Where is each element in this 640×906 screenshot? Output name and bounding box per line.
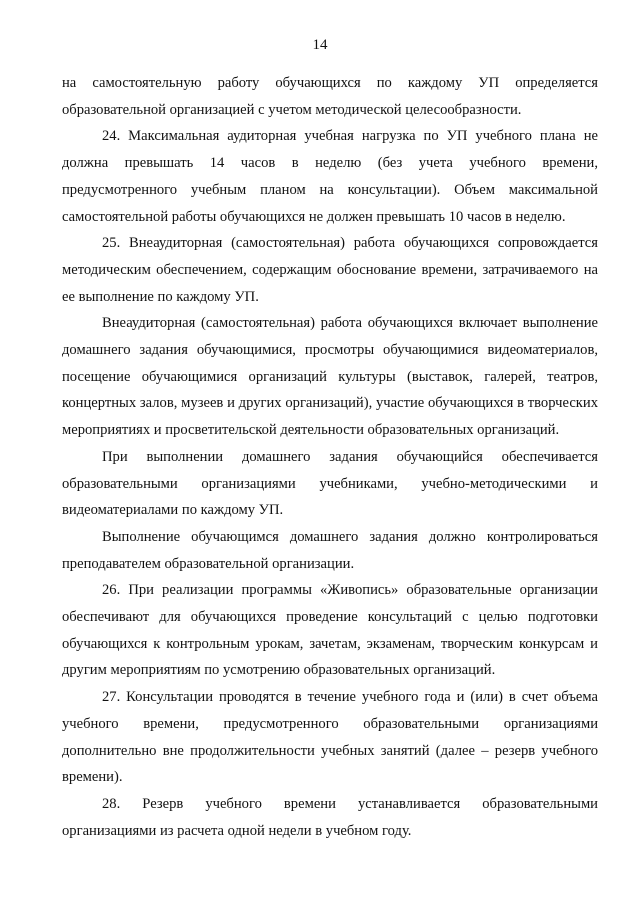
paragraph-item-24: 24. Максимальная аудиторная учебная нагрузка по УП учебного плана не должна превышать 14 часов в неделю (без учета учебного времени, предусмотренного учебным планом на консультации). Объем максимальной самостоятельной работы обучающихся не должен превышать 10 часов в неделю. — [62, 128, 598, 225]
paragraph-homework-materials: При выполнении домашнего задания обучающийся обеспечивается образовательными организациями учебниками, учебно-методическими и видеоматериалами по каждому УП. — [62, 448, 598, 519]
paragraph-item-28: 28. Резерв учебного времени устанавливается образовательными организациями из расчета одной недели в учебном году. — [62, 795, 598, 839]
paragraph-item-27: 27. Консультации проводятся в течение учебного года и (или) в счет объема учебного времени, предусмотренного образовательными организациями дополнительно вне продолжительности учебных занятий (далее – резерв учебного времени). — [62, 689, 598, 786]
paragraph-continuation: на самостоятельную работу обучающихся по каждому УП определяется образовательной организацией с учетом методической целесообразности. — [62, 75, 598, 118]
document-body — [62, 70, 598, 844]
paragraph-item-26: 26. При реализации программы «Живопись» образовательные организации обеспечивают для обучающихся проведение консультаций с целью подготовки обучающихся к контрольным урокам, зачетам, экзаменам, творческим конкурсам и другим мероприятиям по усмотрению образовательных организаций. — [62, 582, 598, 679]
paragraph-homework-control: Выполнение обучающимся домашнего задания должно контролироваться преподавателем образовательной организации. — [62, 528, 598, 572]
paragraph-extracurricular-work: Внеаудиторная (самостоятельная) работа обучающихся включает выполнение домашнего задания обучающимися, просмотры обучающимися видеоматериалов, посещение обучающимися организаций культуры (выставок, галерей, театров, концертных залов, музеев и других организаций), участие обучающихся в творческих мероприятиях и просветительской деятельности образовательных организаций. — [62, 315, 598, 439]
page-number: 14 — [312, 37, 328, 53]
paragraph-item-25: 25. Внеаудиторная (самостоятельная) работа обучающихся сопровождается методическим обеспечением, содержащим обоснование времени, затрачиваемого на ее выполнение по каждому УП. — [62, 235, 598, 305]
